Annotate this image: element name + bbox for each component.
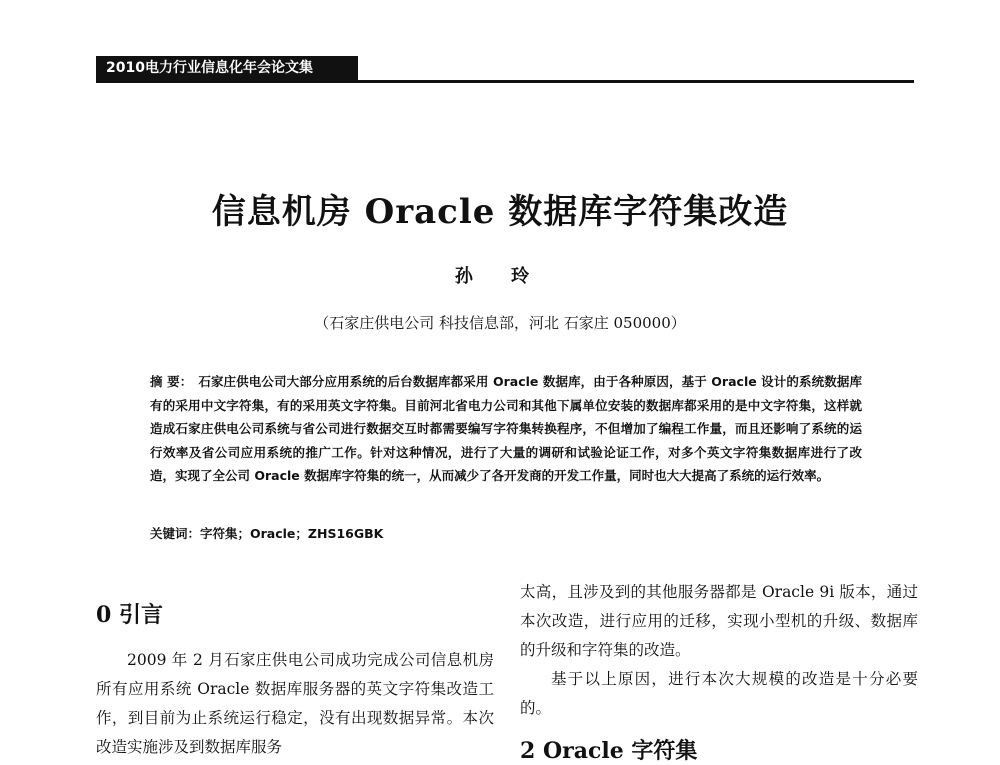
right-paragraph-1: 太高，且涉及到的其他服务器都是 Oracle 9i 版本，通过本次改造，进行应用的迁移，实现小型机的升级、数据库的升级和字符集的改造。 [520, 583, 918, 659]
paper-title: 信息机房 Oracle 数据库字符集改造 [211, 192, 789, 232]
left-column [96, 646, 494, 762]
abstract [150, 370, 862, 488]
keywords [150, 524, 862, 542]
abstract-text: 石家庄供电公司大部分应用系统的后台数据库都采用 Oracle 数据库，由于各种原因，基于 Oracle 设计的系统数据库有的采用中文字符集，有的采用英文字符集。目前河北省电力公司和其他下属单位安装的数据库都采用的是中文字符集，这样就造成石家庄供电公司系统与省公司进行数据交互时都需要编写字符集转换程序，不但增加了编程工作量，而且还影响了系统的运行效率及省公司应用系统的推广工作。针对这种情况，进行了大量的调研和试验论证工作，对多个英文字符集数据库进行了改造，实现了全公司 Oracle 数据库字符集的统一，从而减少了各开发商的开发工作量，同时也大大提高了系统的运行效率。 [150, 374, 862, 483]
section-heading-intro: 0 引言 [96, 602, 163, 628]
author-affiliation: （石家庄供电公司 科技信息部，河北 石家庄 050000） [314, 314, 686, 332]
section-heading-oracle-charset: 2 Oracle 字符集 [520, 738, 698, 764]
keywords-label: 关键词： [150, 526, 201, 541]
abstract-label: 摘 要： [150, 374, 193, 389]
right-paragraph-2: 基于以上原因，进行本次大规模的改造是十分必要的。 [520, 670, 918, 717]
header-rule [96, 80, 914, 83]
intro-paragraph: 2009 年 2 月石家庄供电公司成功完成公司信息机房所有应用系统 Oracle 数据库服务器的英文字符集改造工作，到目前为止系统运行稳定，没有出现数据异常。本次改造实施涉及到数据库服务 [96, 651, 494, 756]
right-column [520, 578, 918, 723]
keywords-text: 字符集；Oracle；ZHS16GBK [200, 526, 384, 541]
paper-author: 孙 玲 [454, 266, 546, 287]
journal-series-label: 2010电力行业信息化年会论文集 [96, 56, 358, 80]
